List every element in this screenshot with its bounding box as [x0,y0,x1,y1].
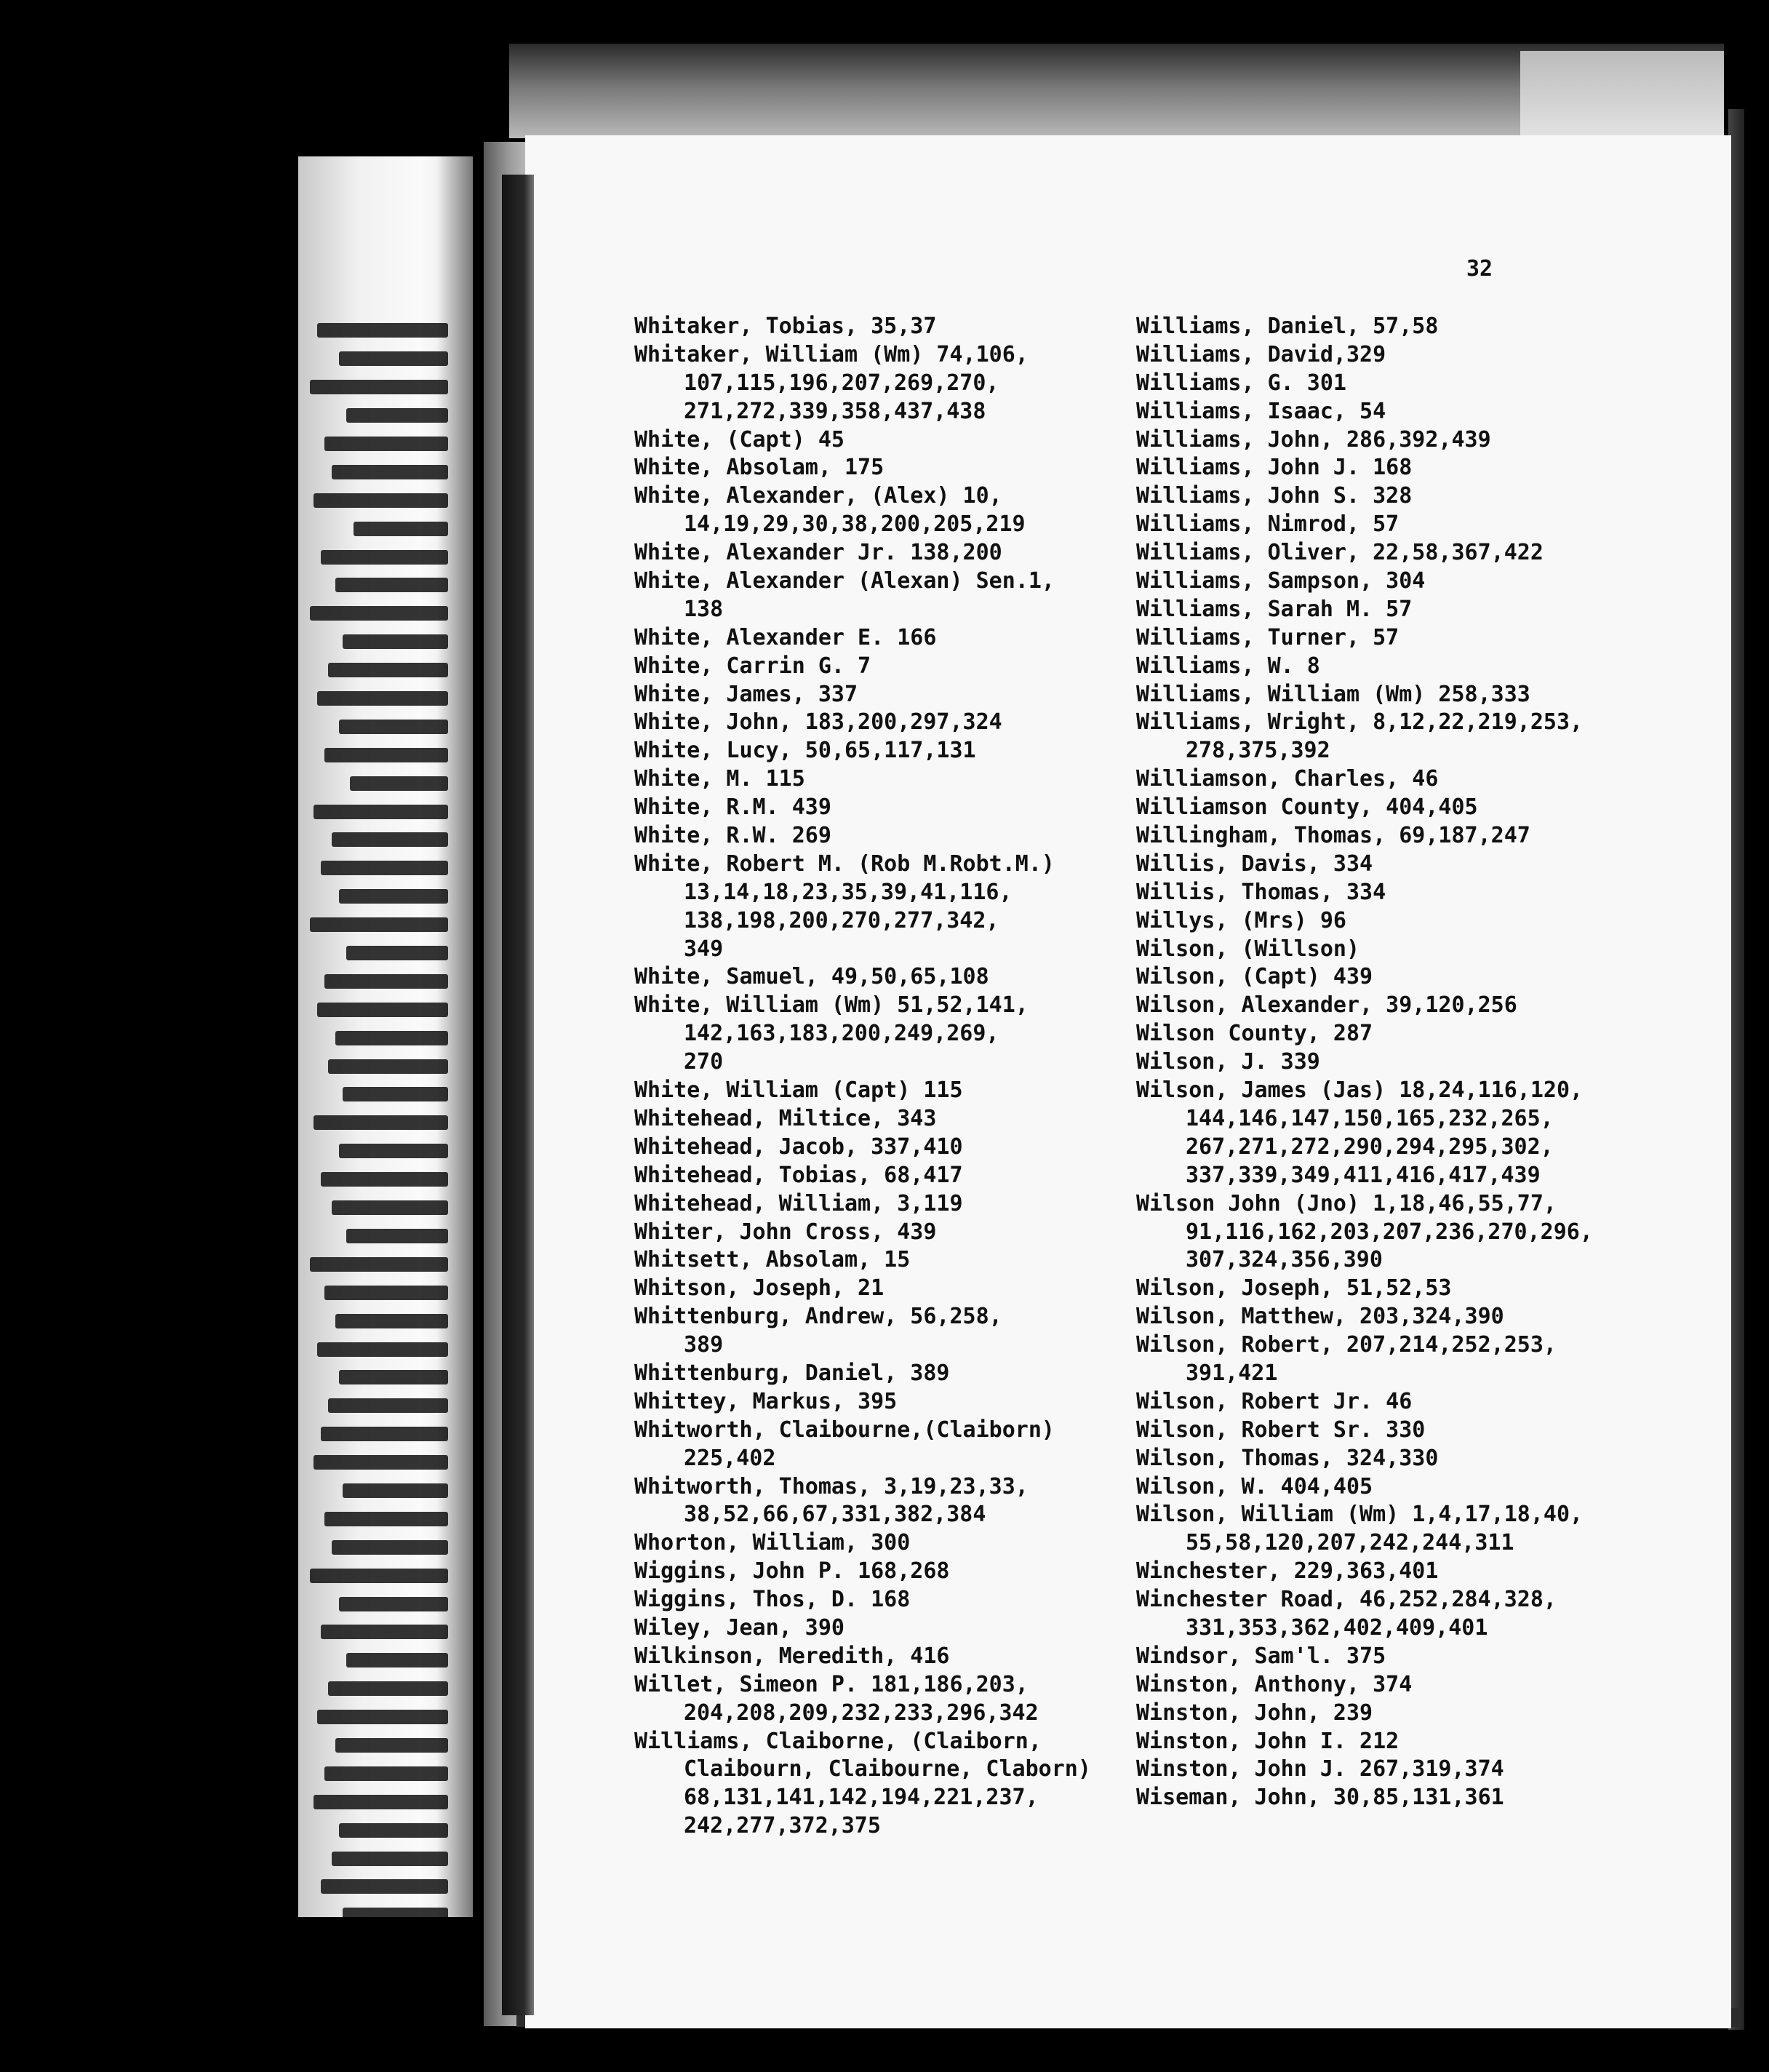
index-entry: Wiseman, John, 30,85,131,361 [1136,1785,1504,1811]
show-through-stroke [328,663,448,677]
show-through-stroke [339,1144,448,1158]
show-through-line [303,1788,448,1816]
index-entry: Williams, Turner, 57 [1136,624,1399,650]
index-entry: White, (Capt) 45 [634,426,844,453]
show-through-stroke [339,889,448,904]
index-entry: Winston, John I. 212 [1136,1728,1399,1754]
index-entry-continuation: 349 [684,936,724,962]
show-through-line [303,826,448,854]
index-entry: Winston, John, 239 [1136,1700,1373,1726]
index-entry: Wilson, Robert Jr. 46 [1136,1388,1413,1414]
show-through-line [303,854,448,882]
show-through-line [303,1222,448,1251]
index-entry: Williams, David,329 [1136,341,1386,367]
index-entry: White, R.W. 269 [634,823,831,849]
show-through-stroke [314,805,448,819]
show-through-line [303,1052,448,1080]
index-column-right [1136,313,1645,1812]
index-entry-continuation: 38,52,66,67,331,382,384 [684,1502,986,1528]
index-entry: Williams, William (Wm) 258,333 [1136,681,1530,707]
show-through-stroke [346,1229,448,1243]
index-entry-continuation: 337,339,349,411,416,417,439 [1186,1162,1541,1188]
index-entry: White, Samuel, 49,50,65,108 [634,964,989,990]
index-entry: Windsor, Sam'l. 375 [1136,1643,1386,1669]
show-through-stroke [317,691,448,706]
index-entry: Williams, Nimrod, 57 [1136,511,1399,538]
index-entry-continuation: 278,375,392 [1186,738,1330,764]
index-entry: Whitehead, Tobias, 68,417 [634,1162,963,1188]
show-through-line [303,1420,448,1449]
show-through-stroke [343,1483,448,1498]
show-through-line [303,1392,448,1420]
index-entry: White, Alexander Jr. 138,200 [634,540,1002,566]
index-entry: Wiley, Jean, 390 [634,1614,844,1641]
index-entry: Wilson County, 287 [1136,1021,1373,1047]
index-entry: Whittenburg, Daniel, 389 [634,1360,950,1386]
index-entry-continuation: 225,402 [684,1445,776,1471]
index-entry: Winston, John J. 267,319,374 [1136,1756,1504,1782]
index-entry-continuation: 331,353,362,402,409,401 [1186,1614,1488,1641]
index-entry: Willis, Davis, 334 [1136,850,1373,877]
show-through-line [303,599,448,628]
show-through-stroke [324,1286,448,1300]
show-through-line [303,402,448,430]
page-gutter [502,175,534,2015]
show-through-stroke [332,1200,448,1215]
index-entry: Willingham, Thomas, 69,187,247 [1136,823,1530,849]
show-through-stroke [317,323,448,338]
show-through-stroke [310,1569,448,1583]
index-entry: Williams, W. 8 [1136,653,1320,679]
show-through-stroke [324,1512,448,1526]
show-through-line [303,1732,448,1760]
index-entry: Wilson, Robert Sr. 330 [1136,1416,1426,1443]
show-through-line [303,1080,448,1109]
index-entry: Willys, (Mrs) 96 [1136,907,1346,933]
show-through-line [303,939,448,968]
show-through-stroke [335,578,448,592]
index-entry-continuation: 270 [684,1049,724,1075]
show-through-line [303,656,448,685]
show-through-line [303,1901,448,1917]
index-entry: Whorton, William, 300 [634,1530,911,1556]
show-through-line [303,345,448,373]
index-entry: Wilson, Joseph, 51,52,53 [1136,1275,1452,1302]
index-entry-continuation: 13,14,18,23,35,39,41,116, [684,879,1013,905]
show-through-stroke [350,776,448,791]
show-through-stroke [321,550,448,565]
index-entry: Wilson, (Capt) 439 [1136,964,1373,990]
index-entry: Wilson, James (Jas) 18,24,116,120, [1136,1077,1584,1104]
index-entry-continuation: 68,131,141,142,194,221,237, [684,1785,1039,1811]
index-entry: Whitworth, Thomas, 3,19,23,33, [634,1473,1029,1499]
index-entry: Winchester, 229,363,401 [1136,1558,1439,1585]
show-through-line [303,1675,448,1703]
index-entry: Williams, Daniel, 57,58 [1136,314,1439,339]
index-entry: White, William (Capt) 115 [634,1077,963,1104]
facing-page-shadow [436,156,479,1917]
index-entry: White, Robert M. (Rob M.Robt.M.) [634,850,1055,877]
show-through-stroke [321,861,448,875]
show-through-line [303,967,448,995]
show-through-stroke [332,465,448,479]
show-through-line [303,1759,448,1788]
show-through-stroke [324,437,448,451]
index-entry-continuation: 138 [684,596,724,622]
index-entry: White, Carrin G. 7 [634,653,871,679]
index-entry: Whitehead, William, 3,119 [634,1190,963,1216]
index-entry-continuation: 389 [684,1332,724,1358]
index-entry: Wilson, (Willson) [1136,936,1360,962]
index-entry-continuation: 242,277,372,375 [684,1813,881,1839]
index-entry: Whitworth, Claibourne,(Claiborn) [634,1416,1055,1443]
index-column-left [634,313,1143,1841]
show-through-line [303,1703,448,1732]
index-entry: Whitehead, Miltice, 343 [634,1105,937,1131]
index-entry: Williams, Wright, 8,12,22,219,253, [1136,709,1584,736]
show-through-line [303,571,448,599]
index-entry: Wilkinson, Meredith, 416 [634,1643,950,1669]
index-entry: Whitaker, William (Wm) 74,106, [634,341,1029,367]
show-through-stroke [346,408,448,423]
show-through-line [303,911,448,939]
show-through-line [303,486,448,514]
show-through-stroke [314,1115,448,1130]
index-entry: Whitson, Joseph, 21 [634,1275,884,1302]
show-through-stroke [314,1795,448,1809]
show-through-stroke [321,1172,448,1187]
show-through-line [303,543,448,571]
show-through-stroke [328,1681,448,1696]
show-through-line [303,685,448,713]
show-through-line [303,1477,448,1505]
show-through-line [303,514,448,543]
index-entry-continuation: 142,163,183,200,249,269, [684,1021,999,1047]
facing-page-show-through [303,316,448,1917]
index-entry: Whitsett, Absolam, 15 [634,1247,911,1273]
show-through-stroke [317,1003,448,1017]
index-entry: Whitehead, Jacob, 337,410 [634,1133,963,1160]
show-through-stroke [314,1455,448,1470]
scanner-top-right-edge [1520,51,1724,138]
show-through-line [303,1533,448,1561]
index-entry: Wiggins, Thos, D. 168 [634,1587,911,1613]
show-through-line [303,712,448,741]
index-entry: Whittey, Markus, 395 [634,1388,898,1414]
show-through-line [303,1816,448,1844]
show-through-stroke [339,1823,448,1838]
show-through-stroke [310,1257,448,1272]
show-through-stroke [324,748,448,762]
show-through-stroke [324,974,448,989]
index-entry: White, Alexander (Alexan) Sen.1, [634,568,1055,594]
index-entry: Wilson, William (Wm) 1,4,17,18,40, [1136,1502,1584,1528]
show-through-line [303,1618,448,1646]
index-entry: Wilson, Robert, 207,214,252,253, [1136,1332,1557,1358]
show-through-stroke [317,1342,448,1357]
index-entry: Wilson John (Jno) 1,18,46,55,77, [1136,1190,1557,1216]
index-entry-continuation: 271,272,339,358,437,438 [684,398,986,424]
show-through-line [303,1278,448,1307]
show-through-line [303,1024,448,1052]
show-through-line [303,1873,448,1901]
index-entry: White, John, 183,200,297,324 [634,709,1002,736]
show-through-line [303,1307,448,1335]
show-through-stroke [335,1031,448,1045]
show-through-line [303,373,448,402]
show-through-stroke [343,1908,448,1917]
index-entry: Whitaker, Tobias, 35,37 [634,314,937,339]
index-entry-continuation: 267,271,272,290,294,295,302, [1186,1133,1554,1160]
index-entry: Williamson, Charles, 46 [1136,766,1439,792]
show-through-line [303,1109,448,1137]
show-through-stroke [339,720,448,734]
show-through-line [303,430,448,458]
index-entry: White, Absolam, 175 [634,455,884,481]
index-entry: White, James, 337 [634,681,858,707]
index-entry: Whiter, John Cross, 439 [634,1219,937,1245]
index-entry: Williams, Claiborne, (Claiborn, [634,1728,1042,1754]
index-entry: Willis, Thomas, 334 [1136,879,1386,905]
show-through-line [303,1844,448,1873]
index-entry: Wiggins, John P. 168,268 [634,1558,950,1585]
index-entry-continuation: 144,146,147,150,165,232,265, [1186,1105,1554,1131]
index-entry: Williams, John J. 168 [1136,455,1413,481]
show-through-stroke [328,1398,448,1413]
show-through-line [303,741,448,769]
index-entry: White, M. 115 [634,766,805,792]
index-entry: Williams, Isaac, 54 [1136,398,1386,424]
show-through-line [303,769,448,797]
index-entry: Winchester Road, 46,252,284,328, [1136,1587,1557,1613]
index-entry-continuation: 91,116,162,203,207,236,270,296, [1186,1219,1593,1245]
index-entry-continuation: 138,198,200,270,277,342, [684,907,999,933]
index-entry: Williams, Oliver, 22,58,367,422 [1136,540,1544,566]
show-through-line [303,995,448,1024]
index-entry: Williams, G. 301 [1136,370,1346,396]
index-entry: Williams, John S. 328 [1136,483,1413,509]
index-entry-continuation: 107,115,196,207,269,270, [684,370,999,396]
index-entry-continuation: 55,58,120,207,242,244,311 [1186,1530,1514,1556]
index-entry: Williams, Sampson, 304 [1136,568,1426,594]
index-entry: White, Alexander E. 166 [634,624,937,650]
index-entry: Wilson, Alexander, 39,120,256 [1136,992,1517,1019]
show-through-stroke [314,493,448,508]
index-entry: Whittenburg, Andrew, 56,258, [634,1304,1002,1330]
show-through-stroke [335,1314,448,1328]
show-through-stroke [332,1852,448,1866]
show-through-line [303,1166,448,1194]
index-entry: Wilson, Matthew, 203,324,390 [1136,1304,1504,1330]
page-number: 32 [1466,256,1493,282]
show-through-stroke [321,1427,448,1441]
show-through-stroke [332,1540,448,1555]
show-through-line [303,1335,448,1363]
index-entry: White, William (Wm) 51,52,141, [634,992,1029,1019]
show-through-line [303,316,448,345]
index-entry: White, R.M. 439 [634,794,831,821]
show-through-stroke [346,946,448,960]
index-entry: Williams, Sarah M. 57 [1136,596,1413,622]
show-through-stroke [321,1879,448,1894]
show-through-stroke [324,1766,448,1781]
show-through-line [303,882,448,911]
index-entry-continuation: 391,421 [1186,1360,1278,1386]
show-through-stroke [339,351,448,366]
index-entry: White, Alexander, (Alex) 10, [634,483,1002,509]
show-through-stroke [339,1370,448,1384]
show-through-line [303,1449,448,1477]
show-through-stroke [335,1738,448,1753]
show-through-stroke [328,1059,448,1074]
index-entry: Willet, Simeon P. 181,186,203, [634,1671,1029,1697]
show-through-stroke [354,522,448,536]
show-through-stroke [339,1597,448,1611]
show-through-line [303,1363,448,1392]
show-through-line [303,1137,448,1166]
show-through-line [303,1250,448,1278]
show-through-line [303,1505,448,1533]
index-entry: Wilson, W. 404,405 [1136,1473,1373,1499]
show-through-line [303,628,448,656]
show-through-line [303,458,448,486]
show-through-stroke [317,1710,448,1724]
index-entry-continuation: 204,208,209,232,233,296,342 [684,1700,1039,1726]
index-entry: Williams, John, 286,392,439 [1136,426,1491,453]
index-entry: Wilson, Thomas, 324,330 [1136,1445,1439,1471]
index-entry-continuation: Claibourn, Claibourne, Claborn) [684,1756,1091,1782]
index-entry-continuation: 307,324,356,390 [1186,1247,1383,1273]
show-through-line [303,797,448,826]
show-through-stroke [310,917,448,932]
show-through-line [303,1646,448,1675]
show-through-line [303,1561,448,1590]
show-through-stroke [346,1653,448,1667]
show-through-stroke [343,1087,448,1101]
show-through-stroke [310,606,448,621]
show-through-stroke [343,634,448,649]
index-entry: White, Lucy, 50,65,117,131 [634,738,976,764]
show-through-stroke [332,832,448,847]
index-entry: Winston, Anthony, 374 [1136,1671,1413,1697]
show-through-line [303,1194,448,1222]
show-through-line [303,1590,448,1618]
index-entry-continuation: 14,19,29,30,38,200,205,219 [684,511,1026,538]
index-entry: Wilson, J. 339 [1136,1049,1320,1075]
index-entry: Williamson County, 404,405 [1136,794,1478,821]
show-through-stroke [310,380,448,394]
show-through-stroke [321,1625,448,1639]
